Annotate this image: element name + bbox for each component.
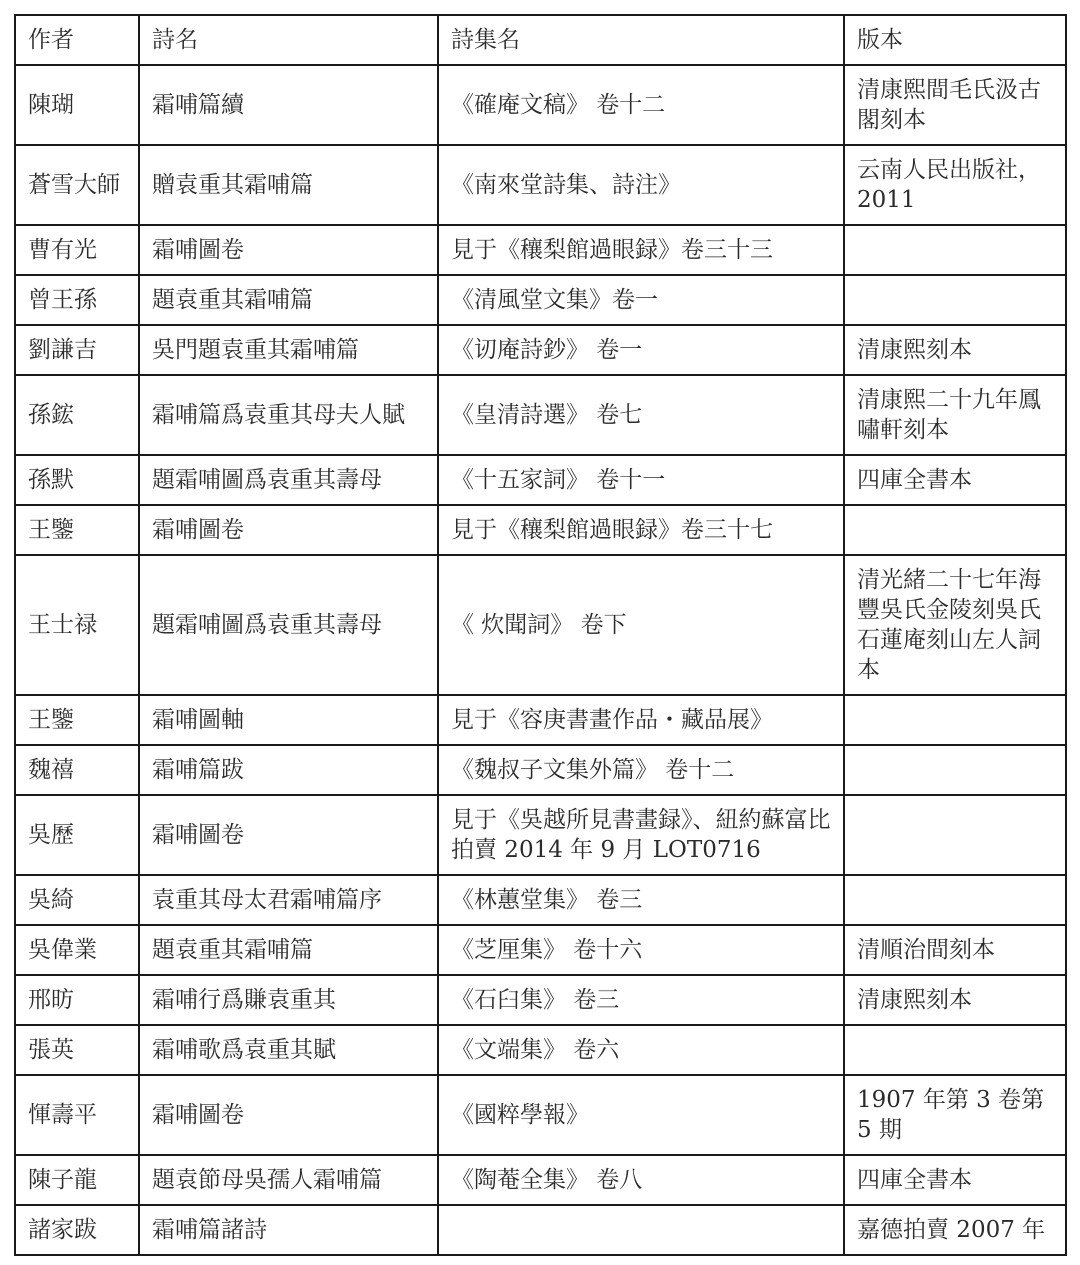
table-row — [15, 275, 1066, 325]
poem-title-cell: 霜哺篇爲袁重其母夫人賦 — [139, 375, 438, 455]
poem-title-cell: 題霜哺圖爲袁重其壽母 — [139, 455, 438, 505]
edition-cell: 云南人民出版社，2011 — [844, 145, 1066, 225]
table-row — [15, 225, 1066, 275]
table-row — [15, 505, 1066, 555]
table-row — [15, 555, 1066, 695]
poem-title-cell: 霜哺篇續 — [139, 65, 438, 145]
author-cell: 吳歷 — [15, 795, 139, 875]
author-cell: 吳綺 — [15, 875, 139, 925]
table-body — [15, 65, 1066, 1255]
table-row — [15, 1155, 1066, 1205]
author-cell: 諸家跋 — [15, 1205, 139, 1255]
edition-cell — [844, 795, 1066, 875]
header-poem-title: 詩名 — [139, 15, 438, 65]
table-row — [15, 975, 1066, 1025]
edition-cell — [844, 1025, 1066, 1075]
table-row — [15, 1205, 1066, 1255]
author-cell: 邢昉 — [15, 975, 139, 1025]
author-cell: 劉謙吉 — [15, 325, 139, 375]
author-cell: 陳子龍 — [15, 1155, 139, 1205]
edition-cell: 清光緒二十七年海豐吳氏金陵刻吳氏石蓮庵刻山左人詞本 — [844, 555, 1066, 695]
edition-cell — [844, 875, 1066, 925]
table-row — [15, 745, 1066, 795]
edition-cell — [844, 695, 1066, 745]
table-row — [15, 925, 1066, 975]
poem-title-cell: 霜哺歌爲袁重其賦 — [139, 1025, 438, 1075]
author-cell: 張英 — [15, 1025, 139, 1075]
poetry-table — [14, 14, 1067, 1256]
table-row — [15, 375, 1066, 455]
collection-cell: 《石臼集》 卷三 — [438, 975, 844, 1025]
edition-cell: 四庫全書本 — [844, 455, 1066, 505]
header-row — [15, 15, 1066, 65]
edition-cell: 1907 年第 3 卷第 5 期 — [844, 1075, 1066, 1155]
table-row — [15, 325, 1066, 375]
collection-cell: 見于《穰梨館過眼録》卷三十七 — [438, 505, 844, 555]
poem-title-cell: 霜哺行爲賺袁重其 — [139, 975, 438, 1025]
edition-cell: 清康熙二十九年鳳嘯軒刻本 — [844, 375, 1066, 455]
collection-cell: 《魏叔子文集外篇》 卷十二 — [438, 745, 844, 795]
header-author: 作者 — [15, 15, 139, 65]
poem-title-cell: 霜哺圖卷 — [139, 505, 438, 555]
collection-cell: 《文端集》 卷六 — [438, 1025, 844, 1075]
poem-title-cell: 題袁節母吳孺人霜哺篇 — [139, 1155, 438, 1205]
header-edition: 版本 — [844, 15, 1066, 65]
collection-cell: 《國粹學報》 — [438, 1075, 844, 1155]
author-cell: 王鑒 — [15, 695, 139, 745]
collection-cell: 《十五家詞》 卷十一 — [438, 455, 844, 505]
poem-title-cell: 霜哺圖卷 — [139, 795, 438, 875]
table-row — [15, 455, 1066, 505]
collection-cell: 《確庵文稿》 卷十二 — [438, 65, 844, 145]
collection-cell: 《林蕙堂集》 卷三 — [438, 875, 844, 925]
header-collection: 詩集名 — [438, 15, 844, 65]
edition-cell: 清康熙間毛氏汲古閣刻本 — [844, 65, 1066, 145]
collection-cell: 《清風堂文集》卷一 — [438, 275, 844, 325]
poem-title-cell: 題袁重其霜哺篇 — [139, 275, 438, 325]
poem-title-cell: 贈袁重其霜哺篇 — [139, 145, 438, 225]
table-row — [15, 1025, 1066, 1075]
table-row — [15, 875, 1066, 925]
poem-title-cell: 吳門題袁重其霜哺篇 — [139, 325, 438, 375]
edition-cell — [844, 225, 1066, 275]
collection-cell: 《陶菴全集》 卷八 — [438, 1155, 844, 1205]
collection-cell: 《南來堂詩集、詩注》 — [438, 145, 844, 225]
edition-cell: 四庫全書本 — [844, 1155, 1066, 1205]
poem-title-cell: 題袁重其霜哺篇 — [139, 925, 438, 975]
author-cell: 魏禧 — [15, 745, 139, 795]
edition-cell: 清順治間刻本 — [844, 925, 1066, 975]
collection-cell: 見于《吳越所見書畫録》、紐約蘇富比拍賣 2014 年 9 月 LOT0716 — [438, 795, 844, 875]
author-cell: 吳偉業 — [15, 925, 139, 975]
collection-cell: 《讱庵詩鈔》 卷一 — [438, 325, 844, 375]
author-cell: 曾王孫 — [15, 275, 139, 325]
table-container — [14, 14, 1067, 1256]
author-cell: 孫默 — [15, 455, 139, 505]
collection-cell: 《 炊聞詞》 卷下 — [438, 555, 844, 695]
table-row — [15, 145, 1066, 225]
author-cell: 蒼雪大師 — [15, 145, 139, 225]
author-cell: 曹有光 — [15, 225, 139, 275]
poem-title-cell: 袁重其母太君霜哺篇序 — [139, 875, 438, 925]
poem-title-cell: 霜哺篇跋 — [139, 745, 438, 795]
table-row — [15, 1075, 1066, 1155]
edition-cell — [844, 745, 1066, 795]
collection-cell: 見于《穰梨館過眼録》卷三十三 — [438, 225, 844, 275]
collection-cell: 《皇清詩選》 卷七 — [438, 375, 844, 455]
table-row — [15, 65, 1066, 145]
author-cell: 王鑒 — [15, 505, 139, 555]
edition-cell — [844, 505, 1066, 555]
author-cell: 孫鋐 — [15, 375, 139, 455]
edition-cell: 清康熙刻本 — [844, 975, 1066, 1025]
poem-title-cell: 霜哺篇諸詩 — [139, 1205, 438, 1255]
poem-title-cell: 霜哺圖卷 — [139, 1075, 438, 1155]
author-cell: 惲壽平 — [15, 1075, 139, 1155]
author-cell: 王士禄 — [15, 555, 139, 695]
poem-title-cell: 霜哺圖軸 — [139, 695, 438, 745]
poem-title-cell: 題霜哺圖爲袁重其壽母 — [139, 555, 438, 695]
collection-cell — [438, 1205, 844, 1255]
edition-cell: 嘉德拍賣 2007 年 — [844, 1205, 1066, 1255]
collection-cell: 《芝厘集》 卷十六 — [438, 925, 844, 975]
collection-cell: 見于《容庚書畫作品・藏品展》 — [438, 695, 844, 745]
author-cell: 陳瑚 — [15, 65, 139, 145]
table-row — [15, 695, 1066, 745]
edition-cell: 清康熙刻本 — [844, 325, 1066, 375]
edition-cell — [844, 275, 1066, 325]
poem-title-cell: 霜哺圖卷 — [139, 225, 438, 275]
table-row — [15, 795, 1066, 875]
